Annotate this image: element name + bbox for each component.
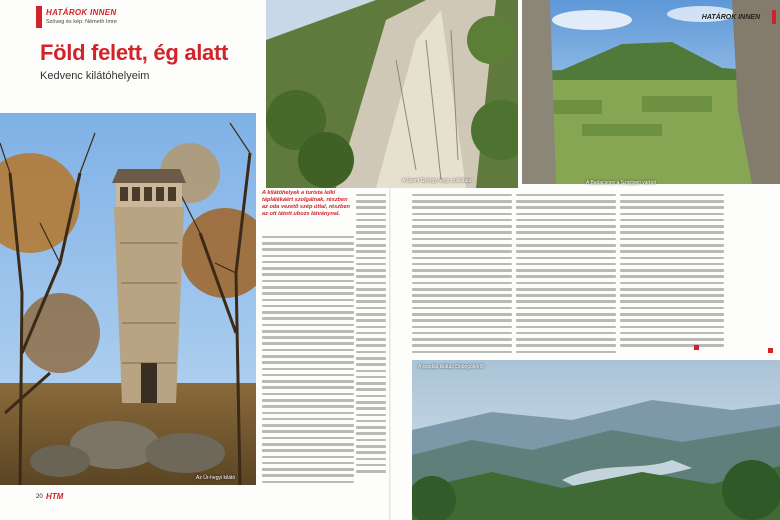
- photo-dobogoko-view: [412, 360, 780, 520]
- article-lead: A kilátóhelyek a turista lelki táplálékáért szolgálnak, részben az oda vezető szép úttal, részben az ott látott ubozs látványnal.: [262, 190, 350, 217]
- body-column-2: [356, 190, 386, 488]
- photo-lookout-tower: [0, 113, 256, 485]
- cliffs-illustration: [266, 0, 518, 188]
- caption-lookout-tower: Az Úr-hegyi kilátó: [196, 475, 236, 481]
- article-title: Föld felett, ég alatt: [40, 40, 229, 65]
- page-number: 20: [36, 494, 43, 500]
- photo-cliffs: [266, 0, 518, 188]
- author-credit: Szöveg és kép: Németh Imre: [46, 19, 117, 25]
- dobogoko-view-illustration: [412, 360, 780, 520]
- article-subtitle: Kedvenc kilátóhelyeim: [40, 70, 150, 82]
- caption-dobogoko-view: A csodás kilátás Dobogókőről: [418, 364, 484, 370]
- caption-cliffs: A Szent György-hegy szikláfala: [402, 178, 472, 184]
- section-title: HATÁROK INNEN: [46, 8, 117, 17]
- section-marker: [36, 6, 42, 28]
- magazine-brand: HTM: [46, 492, 64, 501]
- right-page-end-mark: [768, 348, 773, 353]
- body-column-5: [620, 190, 724, 352]
- article-end-mark: [694, 345, 699, 350]
- lookout-tower-illustration: [0, 113, 256, 485]
- body-column-3: [412, 190, 512, 356]
- body-column-4: [516, 190, 616, 356]
- right-section-title: HATÁROK INNEN: [701, 14, 760, 21]
- right-section-marker: [772, 10, 776, 24]
- tower-shape: [112, 169, 186, 403]
- caption-badacsony-view: A Badacsony a Szigligeti várból: [586, 180, 656, 186]
- body-column-1: [262, 232, 354, 488]
- photo-badacsony-view: [522, 0, 780, 184]
- badacsony-view-illustration: [522, 0, 780, 184]
